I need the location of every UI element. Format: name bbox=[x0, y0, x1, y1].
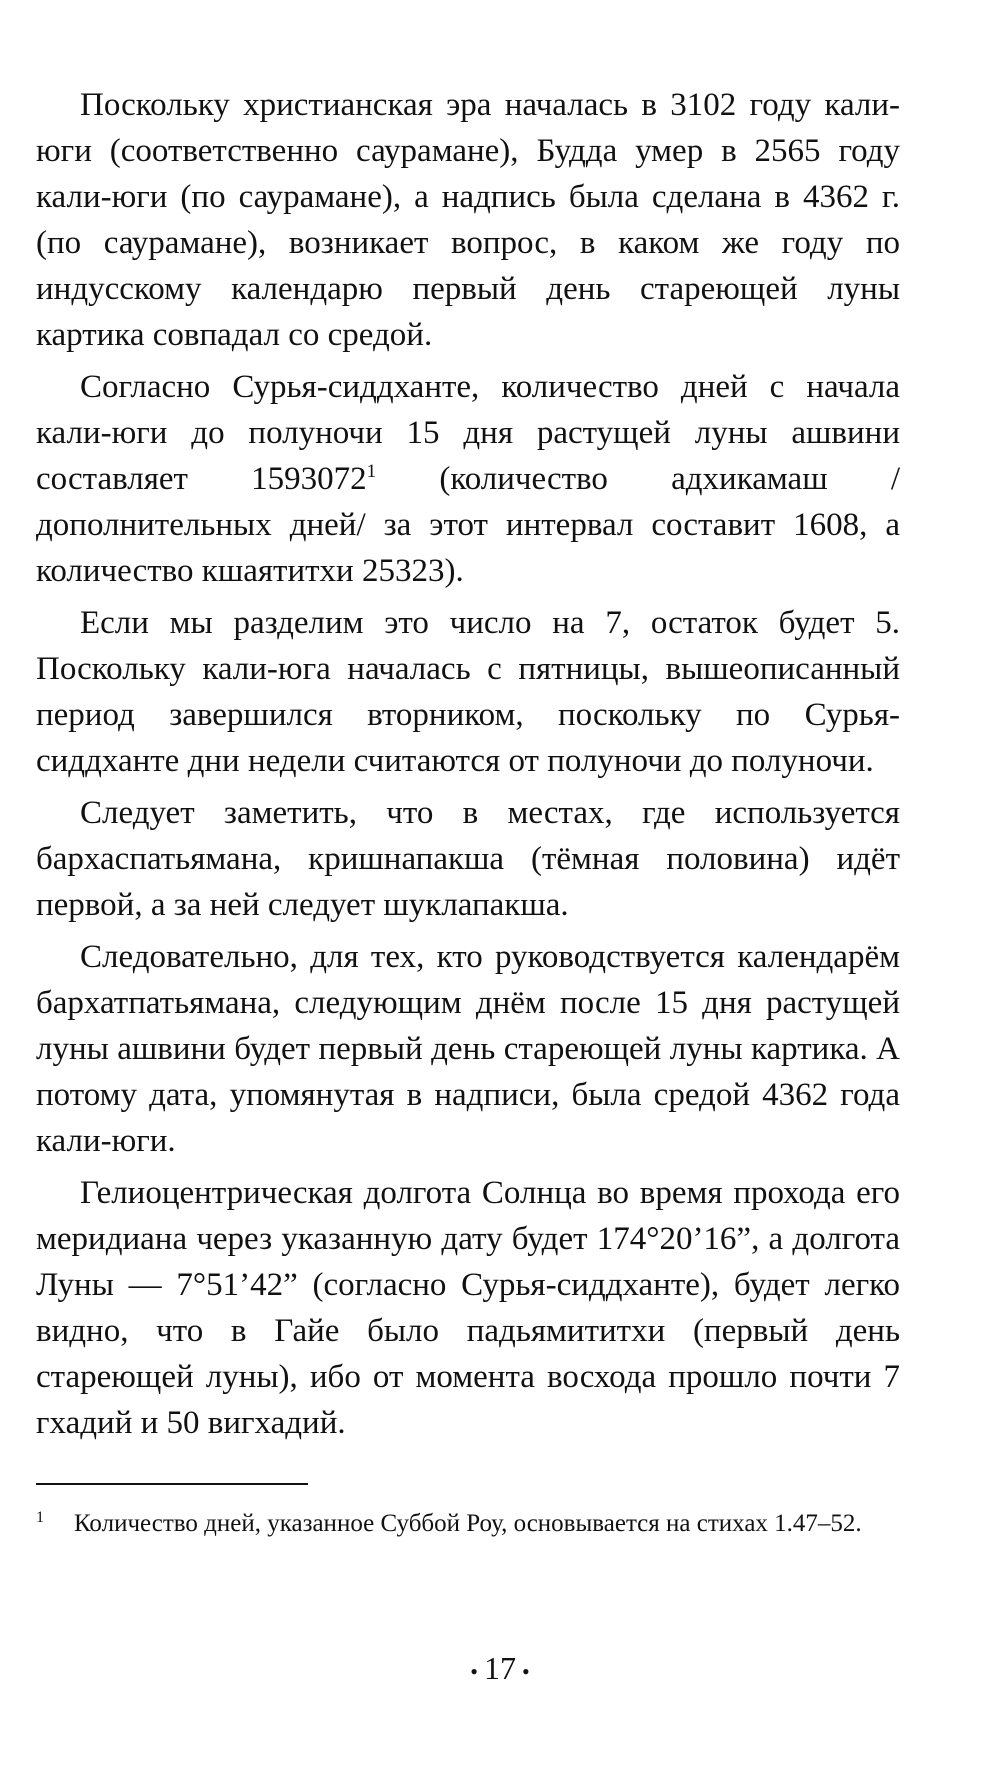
paragraph-1: Поскольку христианская эра началась в 3102 году кали-юги (соответственно саурамане), Будда умер в 2565 году кали-юги (по саурамане), а надпись была сделана в 4362 г. (по саурамане), возникает вопрос, в каком же году по индусскому календарю первый день стареющей луны картика совпадал со средой. bbox=[36, 87, 900, 353]
page-number-bullet-right: • bbox=[522, 1658, 530, 1684]
footnote-text: Количество дней, указанное Суббой Роу, основывается на стихах 1.47–52. bbox=[74, 1510, 862, 1537]
page-number bbox=[0, 1648, 1000, 1692]
paragraph-4: Следует заметить, что в местах, где используется бархаспатьямана, кришнапакша (тёмная половина) идёт первой, а за ней следует шуклапакша. bbox=[36, 795, 900, 923]
paragraph-6: Гелиоцентрическая долгота Солнца во время прохода его меридиана через указанную дату будет 174°20’16”, а долгота Луны — 7°51’42” (согласно Сурья-сиддханте), будет легко видно, что в Гайе было падьямититхи (первый день стареющей луны), ибо от момента восхода прошло почти 7 гхадий и 50 вигхадий. bbox=[36, 1175, 900, 1441]
page-number-bullet-left: • bbox=[470, 1658, 478, 1684]
page-number-value: 17 bbox=[484, 1650, 516, 1686]
footnote-divider bbox=[36, 1483, 308, 1485]
footnote bbox=[36, 1505, 900, 1542]
footnote-mark: 1 bbox=[36, 1509, 44, 1526]
paragraph-2 bbox=[36, 364, 900, 594]
paragraph-5: Следовательно, для тех, кто руководствуется календарём бархатпатьямана, следующим днём после 15 дня растущей луны ашвини будет первый день стареющей луны картика. А потому дата, упомянутая в надписи, была средой 4362 года кали-юги. bbox=[36, 939, 900, 1159]
main-text bbox=[36, 82, 900, 1452]
paragraph-2-text-before: Согласно Сурья-сиддханте, количество дней с начала кали-юги до полуночи 15 дня растущей луны ашвини составляет 1593072 bbox=[36, 369, 900, 497]
footnote-reference: 1 bbox=[366, 461, 377, 482]
paragraph-3: Если мы разделим это число на 7, остаток будет 5. Поскольку кали-юга началась с пятницы, вышеописанный период завершился вторником, поскольку по Сурья-сиддханте дни недели считаются от полуночи до полуночи. bbox=[36, 605, 900, 779]
paragraph-2-text-after: (количество адхикамаш /дополнительных дней/ за этот интервал составит 1608, а количество кшаятитхи 25323). bbox=[36, 461, 900, 589]
